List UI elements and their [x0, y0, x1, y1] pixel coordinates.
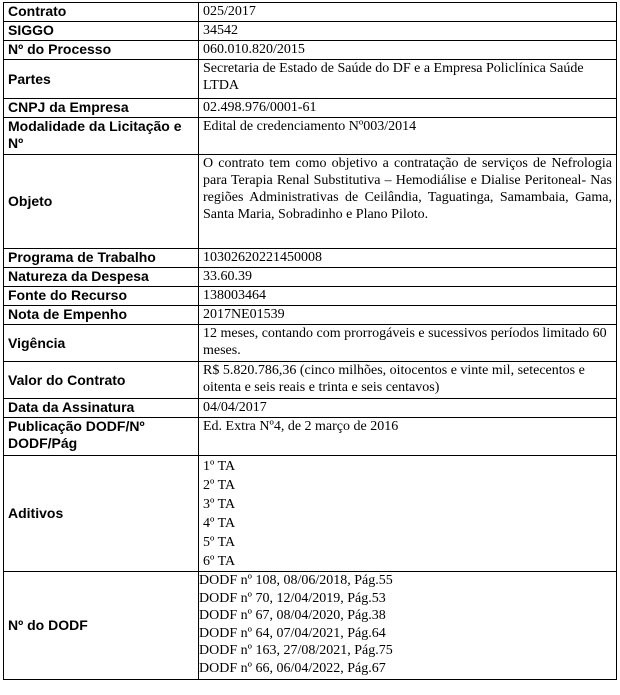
field-label: Modalidade da Licitação e Nº [4, 118, 199, 155]
field-value: 04/04/2017 [199, 399, 617, 418]
field-label: Nota de Empenho [4, 306, 199, 325]
aditivo-item: 4º TA [203, 516, 236, 531]
field-value: 10302620221450008 [199, 249, 617, 268]
row-data-assinatura [4, 399, 617, 418]
row-valor [4, 362, 617, 399]
dodf-list [199, 572, 617, 680]
field-value: 33.60.39 [199, 268, 617, 287]
field-value: 138003464 [199, 287, 617, 306]
field-value: 2017NE01539 [199, 306, 617, 325]
row-objeto [4, 155, 617, 249]
row-programa [4, 249, 617, 268]
field-label: Publicação DODF/Nº DODF/Pág [4, 418, 199, 456]
row-cnpj [4, 99, 617, 118]
aditivo-item: 5º TA [203, 535, 236, 550]
field-label: Natureza da Despesa [4, 268, 199, 287]
row-processo [4, 41, 617, 60]
row-aditivos [4, 456, 617, 572]
field-label: Objeto [4, 155, 199, 249]
row-siggo [4, 22, 617, 41]
row-contrato [4, 3, 617, 22]
aditivo-item: 6º TA [203, 554, 236, 569]
field-value: Edital de credenciamento Nº003/2014 [199, 118, 617, 155]
field-value: 025/2017 [199, 3, 617, 22]
aditivos-list [199, 456, 617, 572]
field-value: Ed. Extra Nº4, de 2 março de 2016 [199, 418, 617, 456]
row-natureza [4, 268, 617, 287]
field-value: O contrato tem como objetivo a contratação de serviços de Nefrologia para Terapia Renal Substitutiva – Hemodiálise e Dialise Peritoneal- Nas regiões Administrativas de Ceilândia, Taguatinga, Samambaia, Gama, Santa Maria, Sobradinho e Plano Piloto. [199, 155, 617, 249]
field-label: SIGGO [4, 22, 199, 41]
row-fonte [4, 287, 617, 306]
field-value: Secretaria de Estado de Saúde do DF e a Empresa Policlínica Saúde LTDA [199, 60, 617, 99]
field-label: Contrato [4, 3, 199, 22]
field-value: 060.010.820/2015 [199, 41, 617, 60]
dodf-item: DODF nº 67, 08/04/2020, Pág.38 [199, 608, 386, 623]
field-label: Vigência [4, 325, 199, 362]
row-vigencia [4, 325, 617, 362]
row-publicacao [4, 418, 617, 456]
dodf-item: DODF nº 64, 07/04/2021, Pág.64 [199, 625, 386, 641]
field-label: Fonte do Recurso [4, 287, 199, 306]
contract-details-table [3, 2, 617, 680]
field-value: 34542 [199, 22, 617, 41]
field-label: Data da Assinatura [4, 399, 199, 418]
field-value: 12 meses, contando com prorrogáveis e sucessivos períodos limitado 60 meses. [199, 325, 617, 362]
field-label: Nº do Processo [4, 41, 199, 60]
row-dodf [4, 572, 617, 680]
dodf-item: DODF nº 66, 06/04/2022, Pág.67 [199, 660, 386, 676]
field-label: Programa de Trabalho [4, 249, 199, 268]
field-value: R$ 5.820.786,36 (cinco milhões, oitocentos e vinte mil, setecentos e oitenta e seis reais e trinta e seis centavos) [199, 362, 617, 399]
aditivo-item: 1º TA [203, 459, 236, 474]
aditivo-item: 3º TA [203, 497, 236, 512]
dodf-item: DODF nº 70, 12/04/2019, Pág.53 [199, 590, 386, 606]
field-label: Nº do DODF [4, 572, 199, 680]
field-label: Partes [4, 60, 199, 99]
row-partes [4, 60, 617, 99]
field-value: 02.498.976/0001-61 [199, 99, 617, 118]
row-empenho [4, 306, 617, 325]
field-label: CNPJ da Empresa [4, 99, 199, 118]
field-label: Valor do Contrato [4, 362, 199, 399]
row-modalidade [4, 118, 617, 155]
field-label: Aditivos [4, 456, 199, 572]
dodf-item: DODF nº 163, 27/08/2021, Pág.75 [199, 643, 393, 658]
dodf-item: DODF nº 108, 08/06/2018, Pág.55 [199, 573, 393, 588]
aditivo-item: 2º TA [203, 478, 236, 493]
